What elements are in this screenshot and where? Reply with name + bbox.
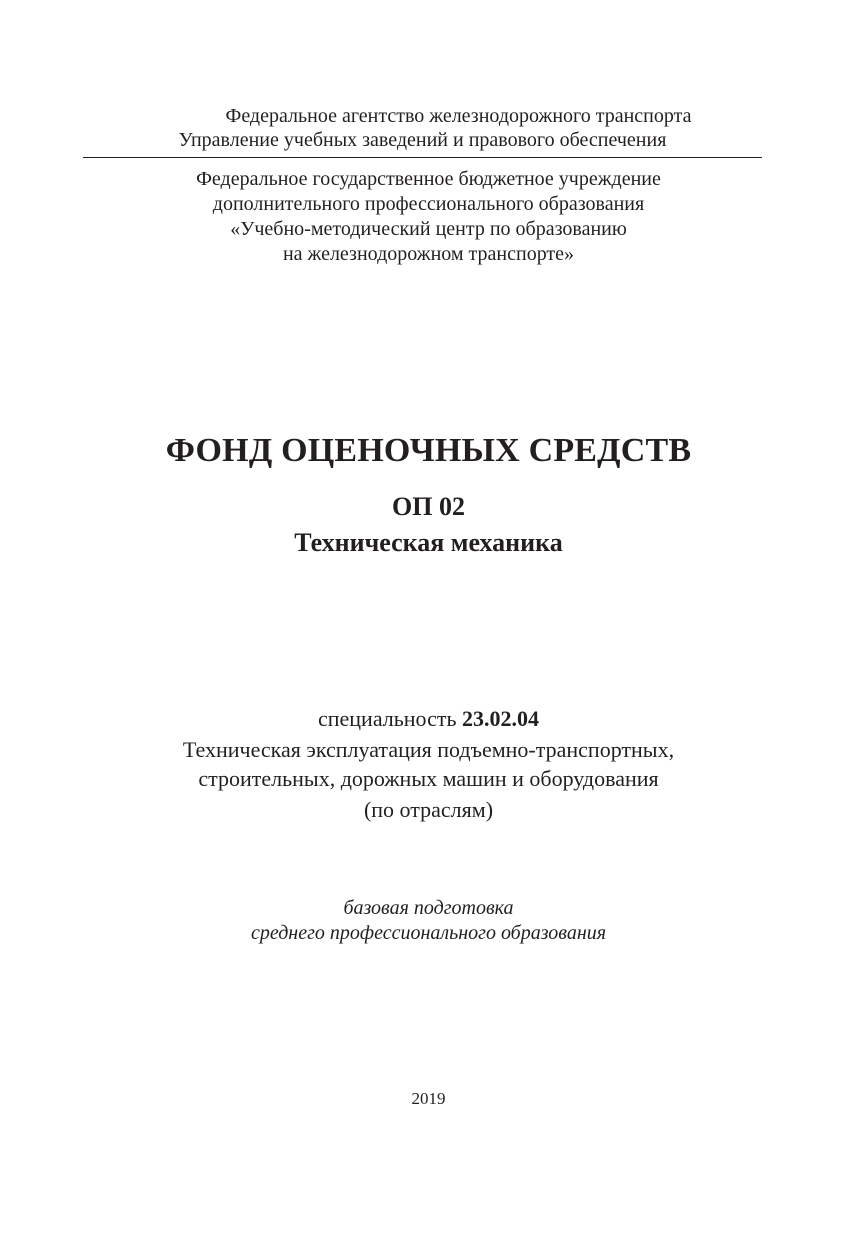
training-level-line-1: базовая подготовка — [343, 897, 514, 919]
institution-line-3: «Учебно-методический центр по образованию — [230, 218, 627, 240]
institution-line-1: Федеральное государственное бюджетное учреждение — [196, 168, 661, 190]
training-level-line-2: среднего профессионального образования — [250, 922, 607, 944]
document-title: ФОНД ОЦЕНОЧНЫХ СРЕДСТВ — [165, 432, 692, 469]
specialty-label: специальность — [317, 706, 463, 731]
department-name: Управление учебных заведений и правового обеспечения — [178, 129, 667, 151]
discipline-name: Техническая механика — [294, 528, 563, 557]
institution-line-2: дополнительного профессионального образования — [212, 193, 645, 215]
specialty-code: 23.02.04 — [462, 706, 540, 731]
specialty-name-line-3: (по отраслям) — [363, 797, 494, 822]
header-divider — [83, 157, 762, 158]
specialty-name-line-1: Техническая эксплуатация подъемно-транспортных, — [182, 737, 675, 762]
specialty-line — [0, 704, 857, 734]
specialty-name-line-2: строительных, дорожных машин и оборудования — [198, 766, 659, 791]
discipline-code: ОП 02 — [392, 492, 465, 521]
institution-line-4: на железнодорожном транспорте» — [282, 243, 575, 265]
agency-name: Федеральное агентство железнодорожного транспорта — [225, 105, 692, 127]
publication-year: 2019 — [411, 1089, 446, 1108]
